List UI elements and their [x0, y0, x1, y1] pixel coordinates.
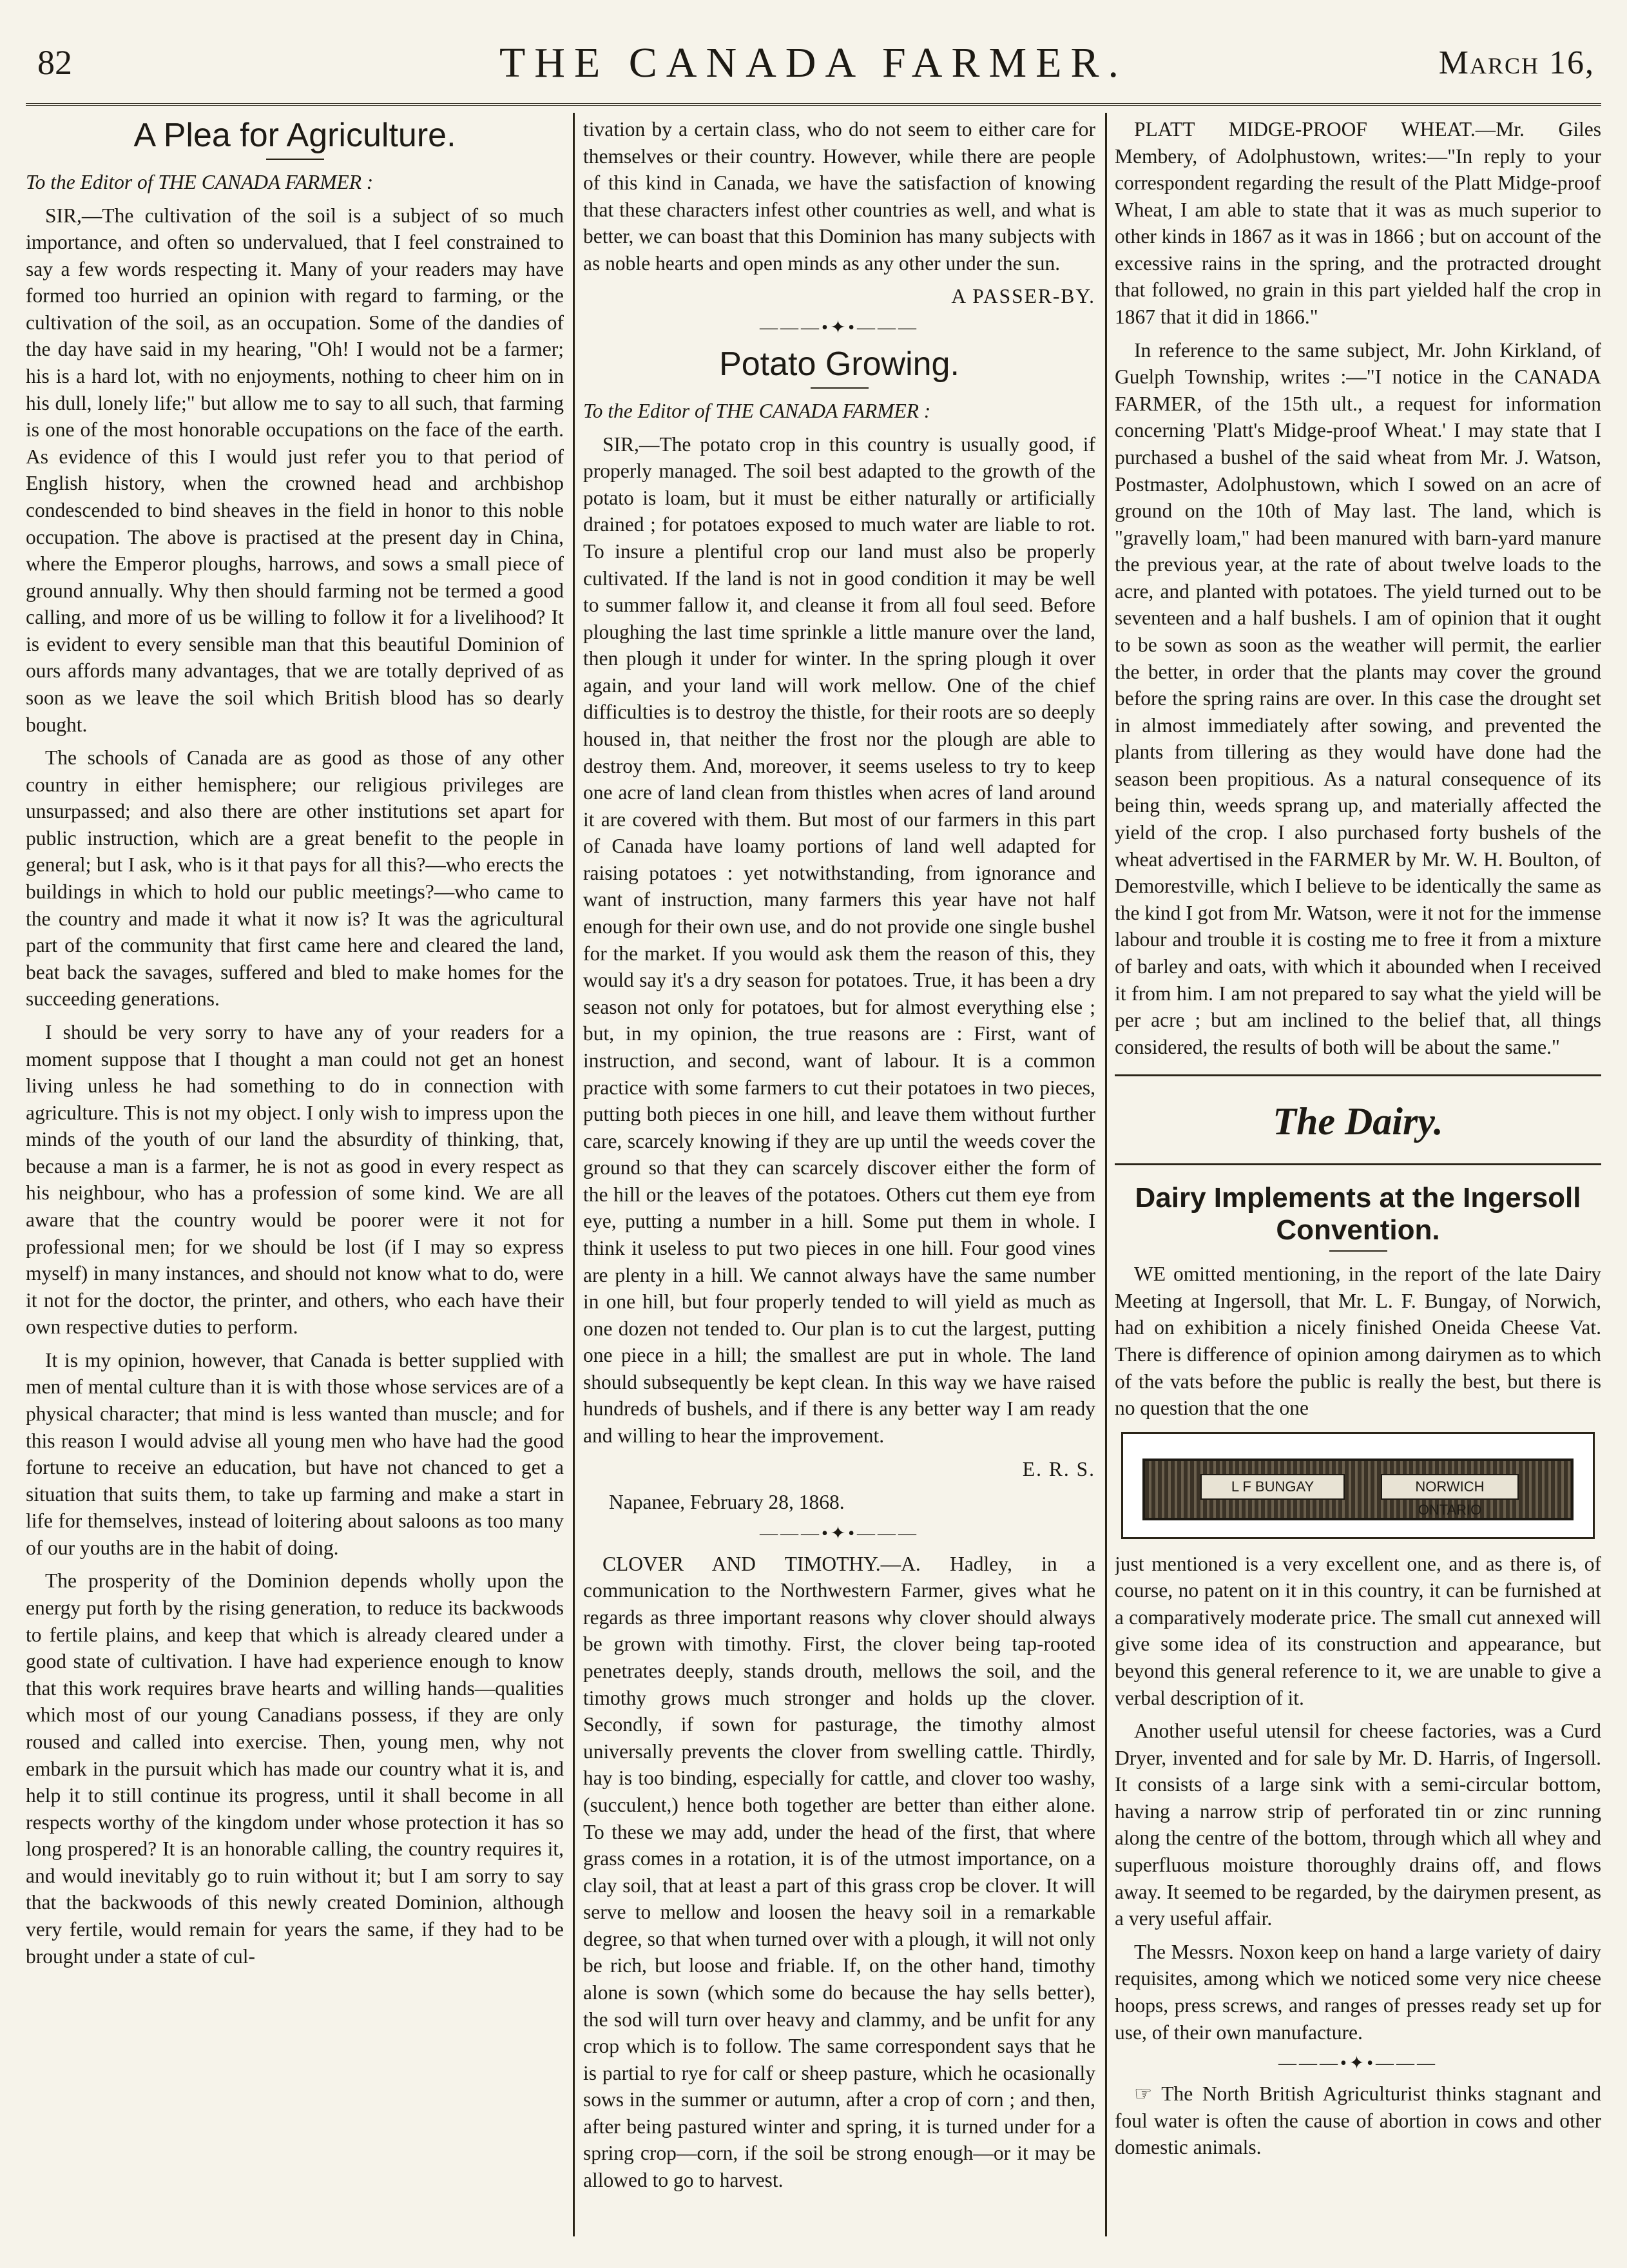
run-in-heading: PLATT MIDGE-PROOF WHEAT. — [1134, 118, 1476, 141]
paragraph: WE omitted mentioning, in the report of the late Dairy Meeting at Ingersoll, that Mr. L. F. Bungay, of Norwich, had on exhibition a nicely finished Oneida Cheese Vat. There is difference of opinion among dairymen as to which of the vats before the public is really the best, but there is no question that the one — [1115, 1263, 1601, 1420]
paper-title: THE CANADA FARMER. — [499, 39, 1128, 86]
column-2 — [583, 116, 1095, 2236]
paragraph-text: —Mr. Giles Membery, of Adolphustown, writes:—"In reply to your correspondent regarding the result of the Platt Midge-proof Wheat, I am able to state that it was as much superior to other kinds in 1867 as it was in 1866 ; but on account of the excessive rains in the spring, and the protracted drought that followed, no grain in this part yielded half the crop in 1867 that it did in 1866." — [1115, 118, 1601, 329]
paragraph — [1115, 116, 1601, 331]
paragraph: SIR,—The potato crop in this country is usually good, if properly managed. The soil best adapted to the growth of the potato is loam, but it must be either naturally or artificially drained ; for potatoes exposed to much water are liable to rot. To insure a plentiful crop our land must also be properly cultivated. If the land is not in good condition it may be well to summer fallow it, and cleanse it from all foul seed. Before ploughing the last time sprinkle a little manure over the land, then plough it under for winter. In the spring plough it over again, and your land will work mellow. One of the chief difficulties is to destroy the thistle, for their roots are so deeply housed in, that neither the frost nor the plough are able to destroy them. And, moreover, it seems useless to try to keep one acre of land clean from thistles when acres of land around it are covered with them. But most of our farmers in this part of Canada have loamy portions of land well adapted for raising potatoes : yet notwithstanding, from ignorance and want of instruction, many farmers this year have not half enough for their own use, and do not provide one single bushel for the market. If you would ask them the reason of this, they would say it's a dry season for potatoes. True, it has been a dry season not only for potatoes, but for almost everything else ; but, in my opinion, the true reasons are : First, want of instruction, and second, want of labour. It is a common practice with some farmers to cut their potatoes in two pieces, putting both pieces in one hill, and leave them without further care, scarcely knowing if they are up until the weeds cover the ground so that they can scarcely discover either the form of the hill or the leaves of the potatoes. Others cut them eye from eye, putting a number in a hill. Some put them in whole. I think it useless to put two pieces in one hill. Four good vines are plenty in a hill. We cannot always have the same number in one hill, but four properly tended to will yield as much as one dozen not tended to. Our plan is to cut the largest, putting one piece in a hill; the smallest are put in whole. The land should subsequently be kept clean. In this way we have raised hundreds of bushels, and if there is any better way I am ready and willing to hear the improvement. — [583, 432, 1095, 1448]
paragraph: I should be very sorry to have any of your readers for a moment suppose that I thought a man could not get an honest living unless he had something to do in connection with agriculture. This is not my object. I only wish to impress upon the minds of the youth of our land the absurdity of thinking, that, because a man is a farmer, he is not as good in every respect as his neighbour, who has a profession of some kind. We are all aware that the country would be poorer were it not for professional men; for we should be lost (if I may so express myself) in many instances, and should not know what to do, were it not for the doctor, the printer, and others, who each have their own respective duties to perform. — [26, 1020, 564, 1339]
divider — [266, 159, 324, 160]
divider — [811, 387, 869, 389]
paragraph: ☞ The North British Agriculturist thinks stagnant and foul water is often the cause of abortion in cows and other domestic animals. — [1115, 2082, 1601, 2159]
signature: A PASSER-BY. — [951, 285, 1095, 308]
paragraph — [583, 1551, 1095, 2194]
ornament-divider: ———•✦•——— — [1278, 2053, 1438, 2074]
paragraph: The prosperity of the Dominion depends wholly upon the energy put forth by the rising generation, to reduce its backwoods to fertile plains, and keep that which is already cleared under a good state of cultivation. I have had experience enough to know that this work requires brave hearts and willing hands—qualities which most of our young Canadians possess, if they are only roused and called into exercise. Then, young men, why not embark in the pursuit which has made our country what it is, and help it to still continue its progress, until it shall become in all respects worthy of the kingdom under whose protection it has so long prospered? It is an honorable calling, the country requires it, and would inevitably go to ruin without it; but I am sorry to say that the backwoods of this newly created Dominion, although very fertile, would remain for years the same, if they had to be brought under a state of cul- — [26, 1569, 564, 1968]
ornament-divider: ———•✦•——— — [759, 318, 919, 338]
article-title: A Plea for Agriculture. — [133, 117, 456, 154]
masthead — [26, 26, 1601, 106]
dateline: Napanee, February 28, 1868. — [609, 1491, 845, 1514]
signature: E. R. S. — [1022, 1457, 1095, 1480]
paragraph: SIR,—The cultivation of the soil is a subject of so much importance, and often so undervalued, that I feel constrained to say a few words respecting it. Many of your readers may have formed too hurried an opinion with regard to farming, or the cultivation of the soil, as an occupation. Some of the dandies of the day have said in my hearing, "Oh! I would not be a farmer; his is a hard lot, with no enjoyments, nothing to cheer him on in his dull, lonely life;" but allow me to say to all such, that farming is one of the most honorable occupations on the face of the earth. As evidence of this I would just refer you to that period of English history, when the crowned head and archbishop condescended to bind sheaves in the field in honor to this noble occupation. The above is practised at the present day in China, where the Emperor ploughs, harrows, and sows a small piece of ground annually. Why then should farming not be termed a good calling, and more of us be willing to follow it for a livelihood? It is evident to every sensible man that this beautiful Dominion of ours affords many advantages, that we are totally deprived of as soon as we leave the soil which British blood has so dearly bought. — [26, 204, 564, 736]
page-number: 82 — [37, 43, 72, 82]
paragraph: The Messrs. Noxon keep on hand a large variety of dairy requisites, among which we noticed some very nice cheese hoops, press screws, and ranges of presses ready set up for use, of their own manufacture. — [1115, 1940, 1601, 2044]
paragraph: just mentioned is a very excellent one, and as there is, of course, no patent on it in this country, it can be furnished at a comparatively moderate price. The small cut annexed will give some idea of its construction and appearance, but beyond this general reference to it, we are unable to give a verbal description of it. — [1115, 1552, 1601, 1709]
column-3 — [1115, 116, 1601, 2236]
newspaper-page — [26, 26, 1601, 2243]
salutation: To the Editor of THE CANADA FARMER : — [583, 400, 931, 423]
section-header — [1115, 1074, 1601, 1165]
issue-date: March 16, — [1438, 44, 1595, 81]
cheese-vat-illustration — [1121, 1432, 1595, 1539]
paragraph-text: —A. Hadley, in a communication to the Northwestern Farmer, gives what he regards as three important reasons why clover should always be grown with timothy. First, the clover being tap-rooted penetrates deeply, stands drouth, mellows the soil, and the timothy grows much stronger and holds up the clover. Secondly, if sown for pasturage, the timothy almost universally prevents the clover from swelling cattle. Thirdly, hay is too binding, especially for cattle, and clover too washy, (succulent,) hence both together are better than either alone. To these we may add, under the head of the first, that where grass comes in a rotation, it is of the utmost importance, on a clay soil, that at least a part of this grass crop be clover. It will serve to mellow and loosen the heavy soil in a remarkable degree, so that when turned over with a plough, it will not only be rich, but loose and friable. If, on the other hand, timothy alone is sown (which some do because the hay sells better), the sod will turn over heavy and clammy, and be unfit for any crop which is to follow. The same correspondent says that he is partial to rye for calf or sheep pasture, which he ocasionally sows in the summer or autumn, after a crop of corn ; and then, after being pastured winter and spring, it is turned under for a spring crop—corn, if the soil be strong enough—or it may be allowed to go to harvest. — [583, 1552, 1095, 2192]
vat-label: L F BUNGAY — [1200, 1474, 1345, 1500]
article-title: Dairy Implements at the Ingersoll Convention. — [1135, 1182, 1581, 1246]
ornament-divider: ———•✦•——— — [759, 1523, 919, 1544]
paragraph: The schools of Canada are as good as those of any other country in either hemisphere; our religious privileges are unsurpassed; and also there are other institutions set apart for public instruction, which are a great benefit to the people in general; but I ask, who is it that pays for all this?—who erects the buildings in which to hold our public meetings?—who came to the country and made it what it now is? It was the agricultural part of the community that first came here and cleared the land, beat back the savages, suffered and bled to make homes for the succeeding generations. — [26, 746, 564, 1011]
divider — [1329, 1250, 1387, 1252]
paragraph: It is my opinion, however, that Canada is better supplied with men of mental culture than it is with those whose services are of a physical character; that mind is less wanted than muscle; and for this reason I would advise all young men who have had the good fortune to receive an education, but have not chanced to get a situation that suits them, to take up farming and make a start in life for themselves, instead of loitering about saloons as too many of our youths are in the habit of doing. — [26, 1348, 564, 1559]
vat-label: NORWICH ONTARIO — [1381, 1474, 1519, 1500]
column-rule — [1105, 113, 1107, 2236]
run-in-heading: CLOVER AND TIMOTHY. — [602, 1552, 881, 1575]
article-title: Potato Growing. — [719, 345, 959, 383]
section-title: The Dairy. — [1273, 1100, 1443, 1143]
paragraph: In reference to the same subject, Mr. John Kirkland, of Guelph Township, writes :—"I notice in the CANADA FARMER, of the 15th ult., a request for information concerning 'Platt's Midge-proof Wheat.' I may state that I purchased a bushel of the said wheat from Mr. J. Watson, Postmaster, Adolphustown, which I sowed on an acre of ground on the 10th of May last. The land, which is "gravelly loam," had been manured with barn-yard manure the previous year, at the rate of about twelve loads to the acre, and planted with potatoes. The yield turned out to be seventeen and a half bushels. I am of opinion that it ought to be sown as soon as the weather will permit, the earlier the better, in order that the plants may cover the ground before the spring rains are over. In this case the drought set in almost immediately after sowing, and prevented the plants from tillering as they would have done had the season been propitious. As a natural consequence of its being thin, weeds sprang up, and materially affected the yield of the crop. I also purchased forty bushels of the wheat advertised in the FARMER by Mr. W. H. Boulton, of Demorestville, which I believe to be identically the same as the kind I got from Mr. Watson, were it not for the immense labour and trouble it is costing me to free it from a mixture of barley and oats, with which it abounded when I received it from him. I am not prepared to say what the yield will be per acre ; but am inclined to the belief that, all things considered, the results of both will be about the same." — [1115, 338, 1601, 1058]
column-1 — [26, 116, 564, 2236]
salutation: To the Editor of THE CANADA FARMER : — [26, 171, 374, 193]
continuation-paragraph: tivation by a certain class, who do not seem to either care for themselves or their country. However, while there are people of this kind in Canada, we have the satisfaction of knowing that these characters infest other countries as well, and what is better, we can boast that this Dominion has many subjects with as noble hearts and open minds as any other under the sun. — [583, 118, 1095, 275]
column-rule — [573, 113, 575, 2236]
paragraph: Another useful utensil for cheese factories, was a Curd Dryer, invented and for sale by Mr. D. Harris, of Ingersoll. It consists of a large sink with a semi-circular bottom, having a narrow strip of perforated tin or zinc running along the centre of the bottom, through which all whey and superfluous moisture thoroughly drains off, and flows away. It seemed to be regarded, by the dairymen present, as a very useful affair. — [1115, 1720, 1601, 1930]
